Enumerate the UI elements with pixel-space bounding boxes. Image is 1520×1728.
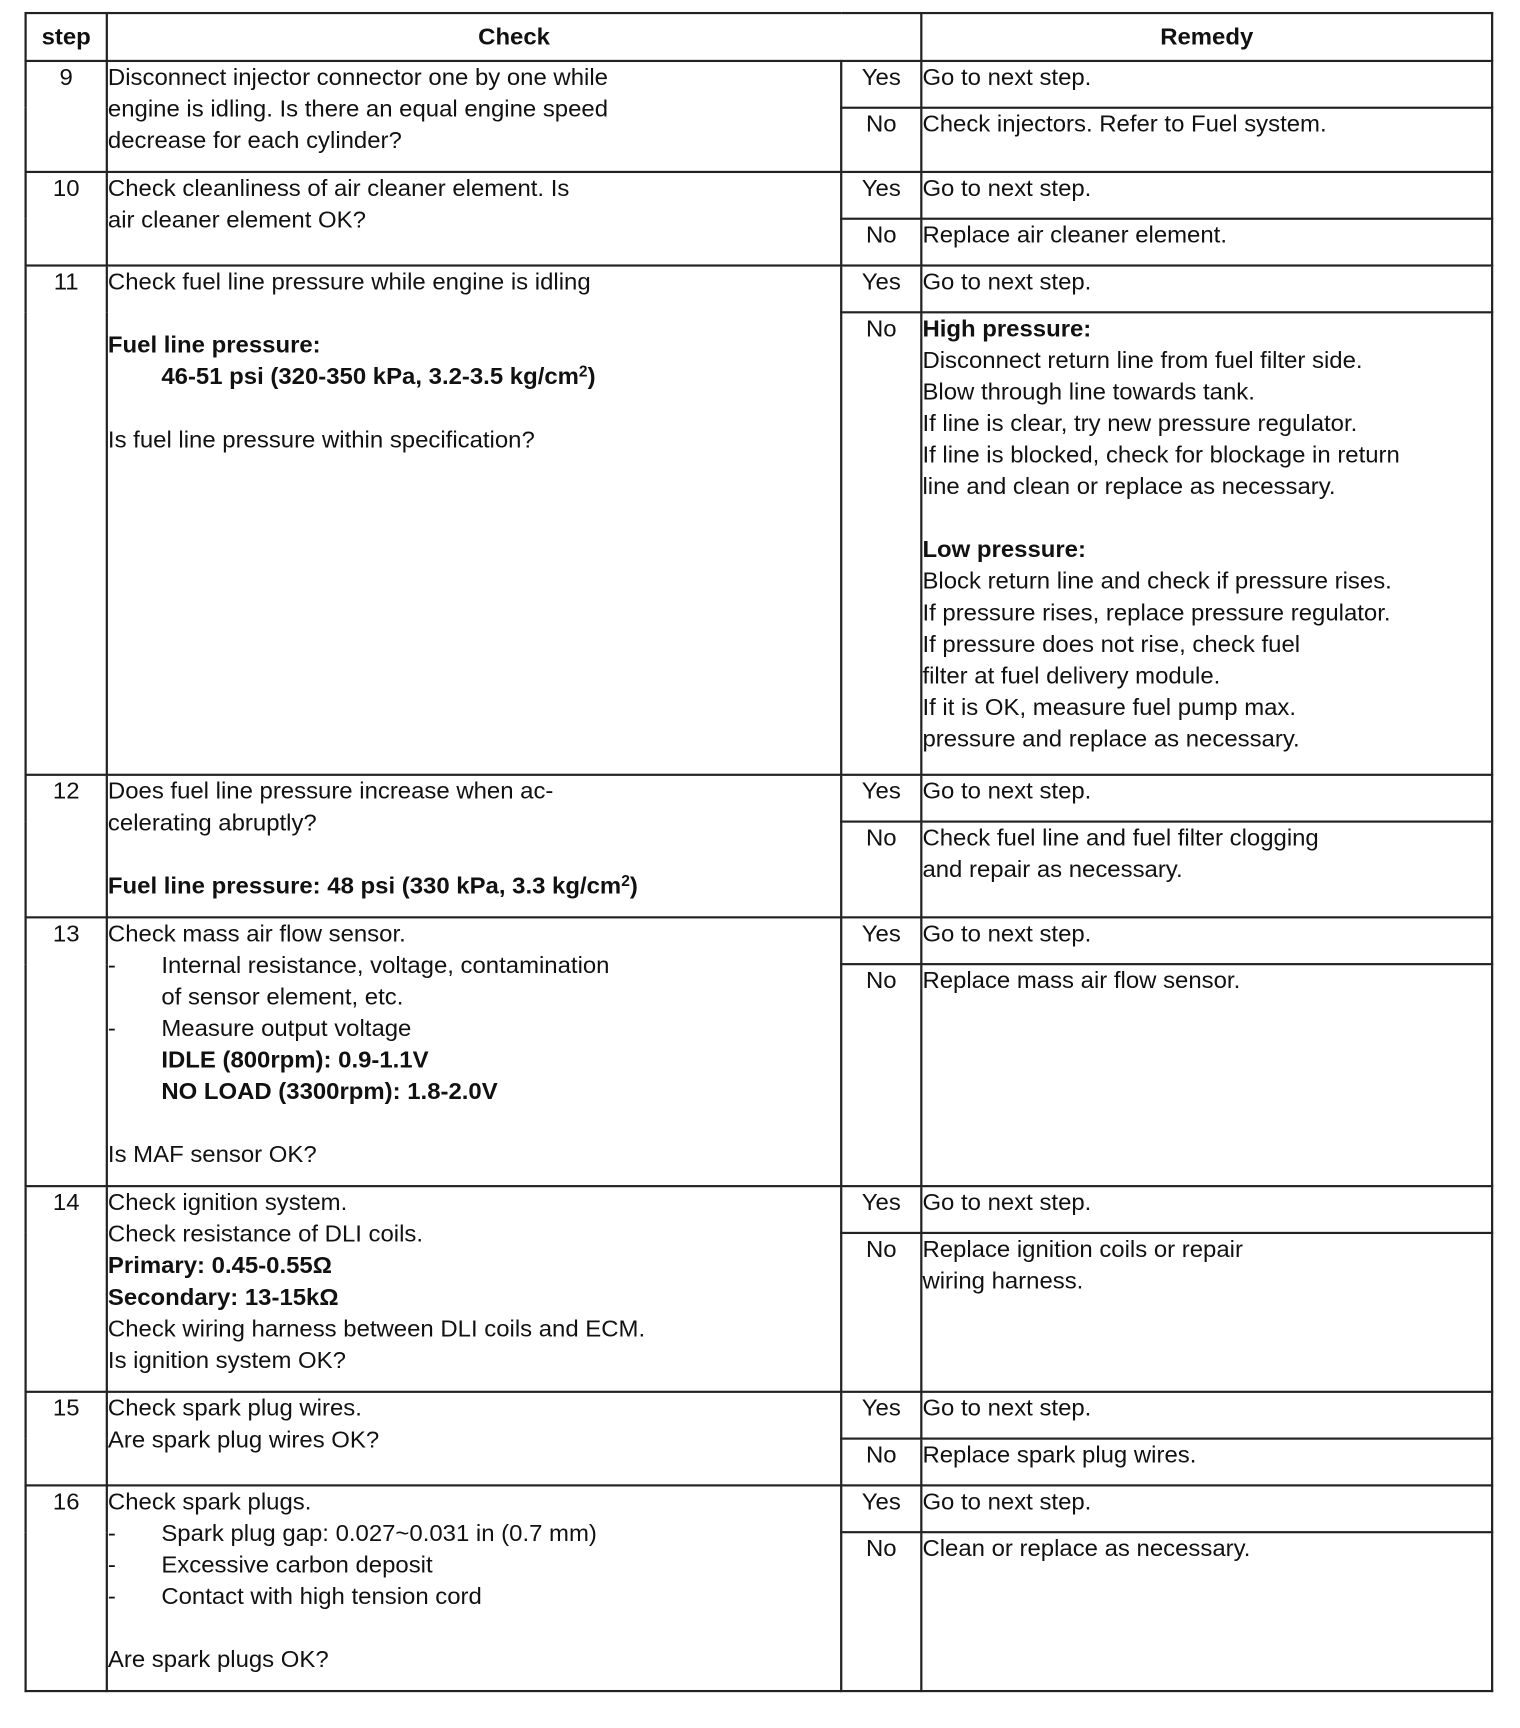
no-label: No [841,1532,921,1691]
yes-remedy [921,1485,1492,1532]
no-label: No [841,219,921,266]
yes-remedy [921,775,1492,822]
spec-label: Fuel line pressure: [107,331,321,359]
yes-label: Yes [841,1392,921,1439]
remedy-text: Replace air cleaner element. [922,221,1227,249]
remedy-text: Replace ignition coils or repair [922,1236,1243,1263]
remedy-text: If line is blocked, check for blockage in return [922,441,1400,468]
yes-label: Yes [841,1186,921,1233]
yes-remedy [921,61,1492,108]
table-row [26,266,1493,313]
check-text: air cleaner element OK? [107,206,366,233]
check-cell [107,775,841,918]
remedy-text: Go to next step. [922,1395,1092,1422]
remedy-text: If line is clear, try new pressure regulator. [922,410,1358,437]
yes-label: Yes [841,266,921,313]
check-bullet: - Contact with high tension cord [107,1583,482,1610]
remedy-text: Replace mass air flow sensor. [922,967,1241,994]
remedy-text: Check injectors. Refer to Fuel system. [922,110,1327,138]
step-number: 15 [26,1392,107,1486]
spec-value: Primary: 0.45-0.55Ω [107,1252,332,1279]
check-text: Disconnect injector connector one by one while [107,64,608,91]
no-remedy [921,1439,1492,1486]
spec-value: IDLE (800rpm): 0.9-1.1V [161,1046,429,1073]
step-number: 14 [26,1186,107,1392]
check-bullet: - Spark plug gap: 0.027~0.031 in (0.7 mm) [107,1520,597,1547]
yes-remedy [921,1392,1492,1439]
yes-remedy [921,1186,1492,1233]
remedy-text: Go to next step. [922,920,1092,947]
remedy-text: Go to next step. [922,175,1092,202]
check-text: Is MAF sensor OK? [107,1141,317,1168]
spec-value: NO LOAD (3300rpm): 1.8-2.0V [161,1078,498,1105]
header-step: step [26,13,107,61]
check-text: Are spark plugs OK? [107,1646,329,1673]
remedy-text: If pressure rises, replace pressure regulator. [922,599,1391,626]
remedy-heading: Low pressure: [922,536,1086,563]
step-number: 16 [26,1485,107,1691]
check-text: Check resistance of DLI coils. [107,1220,424,1248]
remedy-text: line and clean or replace as necessary. [922,473,1336,500]
check-text: Check fuel line pressure while engine is idling [107,268,591,295]
table-row [26,1392,1493,1439]
spec-value: 46-51 psi (320-350 kPa, 3.2-3.5 $kg/cm^2$) [161,362,596,390]
check-cell [107,1186,841,1392]
check-bullet: - Measure output voltage [107,1015,412,1042]
check-text: Are spark plug wires OK? [107,1426,380,1453]
no-remedy [921,1233,1492,1392]
yes-label: Yes [841,775,921,822]
no-remedy [921,108,1492,172]
yes-label: Yes [841,172,921,219]
check-text: decrease for each cylinder? [107,127,402,154]
table-row [26,775,1493,822]
check-text: celerating abruptly? [107,809,317,836]
check-text: Check spark plugs. [107,1488,312,1515]
check-cell [107,1392,841,1486]
spec-value: Fuel line pressure: 48 psi (330 kPa, 3.3 $kg/cm^2$) [107,871,638,899]
check-text: of sensor element, etc. [161,983,404,1010]
check-bullet: - Excessive carbon deposit [107,1551,433,1578]
remedy-text: Replace spark plug wires. [922,1441,1197,1468]
remedy-text: If pressure does not rise, check fuel [922,631,1301,658]
remedy-text: Go to next step. [922,268,1092,295]
step-number: 11 [26,266,107,775]
check-text: Check spark plug wires. [107,1395,362,1422]
table-row [26,1186,1493,1233]
spec-value: Secondary: 13-15kΩ [107,1284,339,1311]
check-text: Does fuel line pressure increase when ac- [107,778,554,805]
header-check: Check [107,13,922,61]
remedy-text: Clean or replace as necessary. [922,1535,1251,1562]
no-remedy [921,1532,1492,1691]
check-cell [107,61,841,172]
header-remedy: Remedy [921,13,1492,61]
yes-label: Yes [841,1485,921,1532]
remedy-text: If it is OK, measure fuel pump max. [922,694,1297,721]
table-row [26,172,1493,219]
yes-label: Yes [841,917,921,964]
remedy-text: Check fuel line and fuel filter clogging [922,824,1319,851]
remedy-text: Block return line and check if pressure rises. [922,568,1392,595]
no-remedy [921,964,1492,1186]
check-text: Check wiring harness between DLI coils and ECM. [107,1315,646,1342]
check-cell [107,917,841,1186]
check-text: Check ignition system. [107,1189,348,1216]
table-header-row [26,13,1493,61]
diagnosis-table [24,12,1493,1692]
step-number: 10 [26,172,107,266]
remedy-text: Go to next step. [922,1189,1092,1216]
no-label: No [841,312,921,774]
no-label: No [841,1439,921,1486]
step-number: 13 [26,917,107,1186]
remedy-text: wiring harness. [922,1267,1084,1294]
yes-label: Yes [841,61,921,108]
table-row [26,1485,1493,1532]
check-text: engine is idling. Is there an equal engine speed [107,95,609,122]
step-number: 12 [26,775,107,918]
remedy-text: Disconnect return line from fuel filter side. [922,347,1363,374]
no-label: No [841,1233,921,1392]
remedy-heading: High pressure: [922,315,1092,342]
no-remedy [921,312,1492,774]
check-text: Is ignition system OK? [107,1347,346,1374]
remedy-text: Go to next step. [922,778,1092,805]
remedy-text: and repair as necessary. [922,856,1183,883]
check-text: Check cleanliness of air cleaner element. Is [107,175,570,202]
check-text: Check mass air flow sensor. [107,920,406,947]
check-text: Is fuel line pressure within specification? [107,426,535,453]
yes-remedy [921,917,1492,964]
table-row [26,61,1493,108]
no-label: No [841,964,921,1186]
no-label: No [841,108,921,172]
check-cell [107,172,841,266]
remedy-text: Go to next step. [922,64,1092,91]
remedy-text: Blow through line towards tank. [922,378,1255,405]
check-cell [107,266,841,775]
no-remedy [921,219,1492,266]
check-cell [107,1485,841,1691]
no-label: No [841,822,921,918]
check-bullet: - Internal resistance, voltage, contamination [107,952,610,979]
remedy-text: filter at fuel delivery module. [922,662,1221,689]
yes-remedy [921,266,1492,313]
step-number: 9 [26,61,107,172]
no-remedy [921,822,1492,918]
table-row [26,917,1493,964]
yes-remedy [921,172,1492,219]
remedy-text: pressure and replace as necessary. [922,725,1300,752]
remedy-text: Go to next step. [922,1488,1092,1515]
